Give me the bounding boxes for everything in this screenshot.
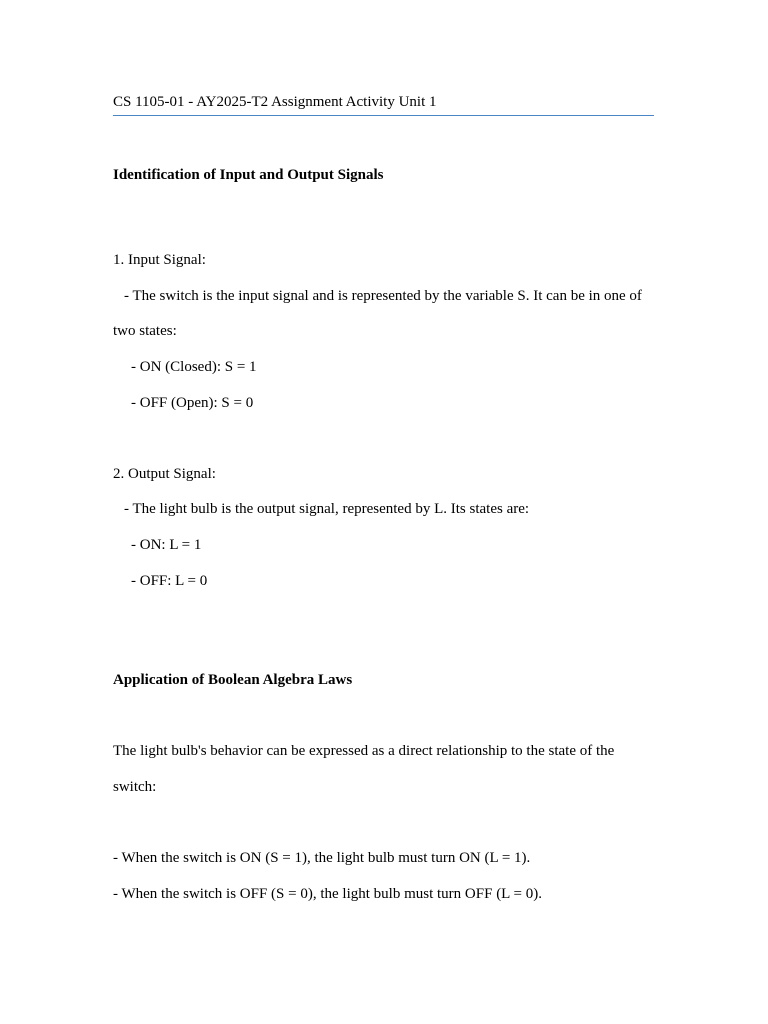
boolean-paragraph-line2: switch: (113, 779, 157, 795)
input-state-on: - ON (Closed): S = 1 (131, 359, 257, 375)
output-state-on: - ON: L = 1 (131, 537, 202, 553)
section-heading-boolean: Application of Boolean Algebra Laws (113, 672, 353, 688)
boolean-paragraph-line1: The light bulb's behavior can be expressed as a direct relationship to the state of the (113, 743, 615, 759)
input-signal-desc-line1: - The switch is the input signal and is represented by the variable S. It can be in one of (124, 288, 642, 304)
output-signal-title: 2. Output Signal: (113, 466, 216, 482)
boolean-bullet-on: - When the switch is ON (S = 1), the light bulb must turn ON (L = 1). (113, 850, 531, 866)
input-signal-title: 1. Input Signal: (113, 252, 206, 268)
input-state-off: - OFF (Open): S = 0 (131, 395, 254, 411)
input-signal-desc-line2: two states: (113, 323, 177, 339)
output-state-off: - OFF: L = 0 (131, 573, 208, 589)
boolean-bullet-off: - When the switch is OFF (S = 0), the light bulb must turn OFF (L = 0). (113, 886, 542, 902)
section-heading-signals: Identification of Input and Output Signals (113, 167, 384, 183)
output-signal-desc: - The light bulb is the output signal, represented by L. Its states are: (124, 501, 530, 517)
page-header: CS 1105-01 - AY2025-T2 Assignment Activity Unit 1 (113, 93, 654, 116)
